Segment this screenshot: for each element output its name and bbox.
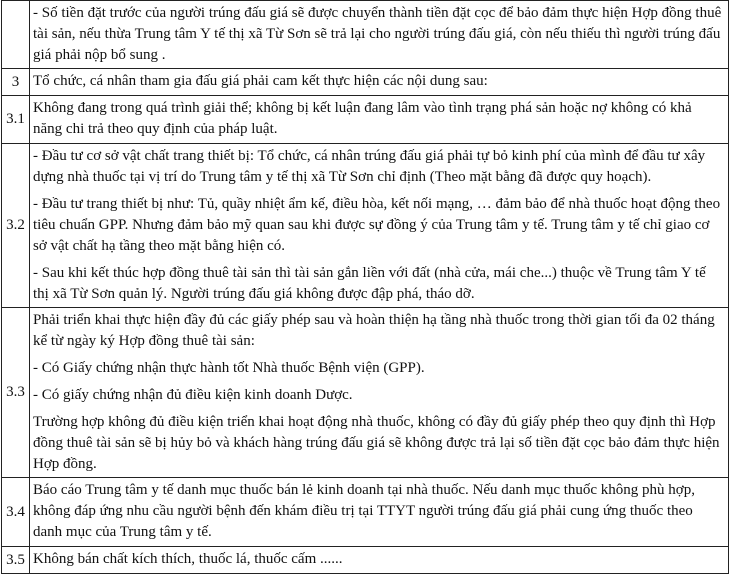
row-content [30,1,729,69]
paragraph: - Số tiền đặt trước của người trúng đấu giá sẽ được chuyển thành tiền đặt cọc để bảo đảm thực hiện Hợp đồng thuê tài sản, nếu thừa Trung tâm Y tế thị xã Từ Sơn sẽ trả lại cho người trúng đấu giá, còn nếu thiếu thì người trúng đấu giá phải nộp bổ sung . [33,5,722,63]
paragraph: Tổ chức, cá nhân tham gia đấu giá phải cam kết thực hiện các nội dung sau: [33,73,488,89]
row-number [2,1,30,69]
table-row [2,478,729,547]
paragraph: - Đầu tư trang thiết bị như: Tủ, quầy nhiệt ẩm kế, điều hòa, kết nối mạng, … đảm bảo để nhà thuốc hoạt động theo tiêu chuẩn GPP. Nhưng đảm bảo mỹ quan sau khi được sự đồng ý của Trung tâm y tế. Trung tâm y tế chỉ giao cơ sở vật chất hạ tầng theo mặt bằng hiện có. [33,196,721,254]
table-row [2,96,729,144]
row-content [30,308,729,478]
paragraph: - Đầu tư cơ sở vật chất trang thiết bị: Tổ chức, cá nhân trúng đấu giá phải tự bỏ kinh phí của mình để đầu tư xây dựng nhà thuốc tại vị trí do Trung tâm y tế thị xã Từ Sơn chỉ định (Theo mặt bằng đã được quy hoạch). [33,148,706,185]
row-content [30,144,729,308]
paragraph: - Có Giấy chứng nhận thực hành tốt Nhà thuốc Bệnh viện (GPP). [33,360,425,376]
table-row [2,69,729,96]
table-row [2,1,729,69]
row-number: 3.5 [2,547,30,574]
paragraph: Không đang trong quá trình giải thể; không bị kết luận đang lâm vào tình trạng phá sản hoặc nợ không có khả năng chi trả theo quy định của pháp luật. [33,100,692,137]
row-number: 3.3 [2,308,30,478]
conditions-table [1,0,729,574]
table-row [2,144,729,308]
paragraph: Phải triển khai thực hiện đầy đủ các giấy phép sau và hoàn thiện hạ tầng nhà thuốc trong thời gian tối đa 02 tháng kể từ ngày ký Hợp đồng thuê tài sản: [33,312,715,349]
table-row [2,308,729,478]
paragraph: - Sau khi kết thúc hợp đồng thuê tài sản thì tài sản gắn liền với đất (nhà cửa, mái che...) thuộc về Trung tâm Y tế thị xã Từ Sơn quản lý. Người trúng đấu giá không được đập phá, tháo dỡ. [33,265,706,302]
row-number: 3.4 [2,478,30,547]
row-content [30,96,729,144]
paragraph: Trường hợp không đủ điều kiện triển khai hoạt động nhà thuốc, không có đầy đủ giấy phép theo quy định thì Hợp đồng thuê tài sản sẽ bị hủy bỏ và khách hàng trúng đấu giá sẽ không được trả lại số tiền đặt cọc bảo đảm thực hiện Hợp đồng. [33,414,720,472]
row-number: 3.1 [2,96,30,144]
row-content [30,69,729,96]
paragraph: - Có giấy chứng nhận đủ điều kiện kinh doanh Dược. [33,387,353,403]
paragraph: Báo cáo Trung tâm y tế danh mục thuốc bán lẻ kinh doanh tại nhà thuốc. Nếu danh mục thuốc không phù hợp, không đáp ứng nhu cầu người bệnh đến khám điều trị tại TTYT người trúng đấu giá phải cung ứng thuốc theo danh mục của Trung tâm y tế. [33,482,695,540]
row-number: 3.2 [2,144,30,308]
row-number: 3 [2,69,30,96]
paragraph: Không bán chất kích thích, thuốc lá, thuốc cấm ...... [33,551,343,567]
row-content [30,478,729,547]
